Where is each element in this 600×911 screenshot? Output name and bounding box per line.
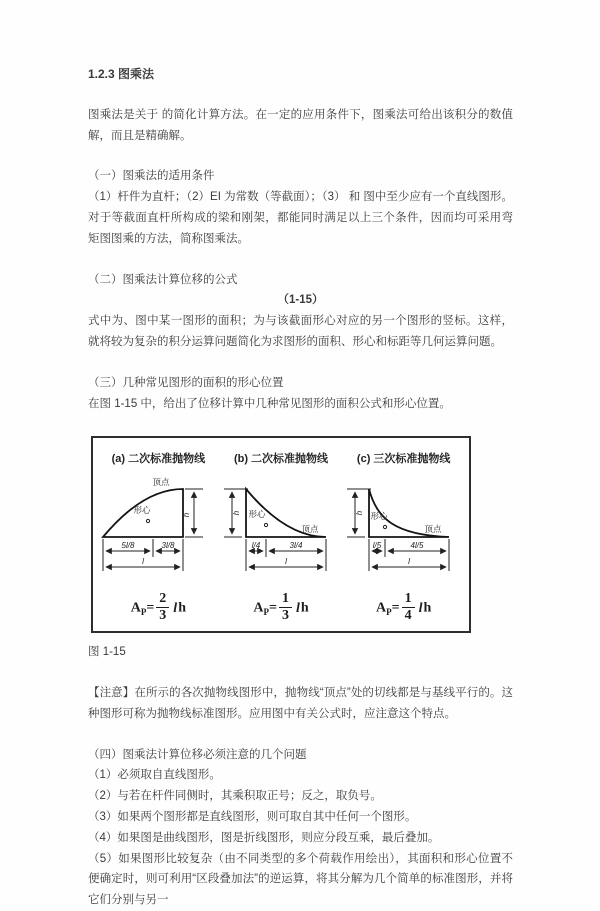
height-label: h xyxy=(354,511,364,516)
dim-total-label: l xyxy=(407,557,410,567)
height-label: h xyxy=(182,513,192,518)
subsection-1-heading: （一）图乘法的适用条件 xyxy=(88,170,215,183)
subsection-3-body: 在图 1-15 中，给出了位移计算中几种常见图形的面积公式和形心位置。 xyxy=(88,397,451,410)
equation-number: （1-15） xyxy=(277,294,324,307)
subsection-2-heading: （二）图乘法计算位移的公式 xyxy=(88,273,238,286)
figure-caption: 图 1-15 xyxy=(88,646,126,659)
vertex-label: 顶点 xyxy=(152,477,170,488)
area-formula-c: $A_P=$ $\frac{1}{4}$ lh xyxy=(376,591,432,623)
figure-1-15 xyxy=(91,436,471,633)
dim-total-label: l xyxy=(285,557,287,567)
centroid-label: 形心 xyxy=(133,505,151,516)
list-item: （1）必须取自直线图形。 xyxy=(88,769,221,782)
list-item: （4）如果图是曲线图形，图是折线图形，则应分段互乘，最后叠加。 xyxy=(88,831,440,844)
centroid-dot xyxy=(264,524,267,527)
centroid-label: 形心 xyxy=(248,509,266,520)
panel-a-title: (a) 二次标准抛物线 xyxy=(111,453,206,466)
dim-segment1-label: l/5 xyxy=(372,541,381,551)
section-title: 1.2.3 图乘法 xyxy=(88,67,155,81)
dim-segment2-label: 4l/5 xyxy=(410,541,424,551)
centroid-dot xyxy=(147,520,150,523)
centroid-label: 形心 xyxy=(370,511,388,522)
panel-b-diagram xyxy=(220,471,342,583)
dim-total-label: l xyxy=(142,557,145,567)
dim-segment1-label: l/4 xyxy=(251,541,261,551)
vertex-label: 顶点 xyxy=(424,524,442,535)
dim-segment2-label: 3l/8 xyxy=(161,541,175,551)
centroid-dot xyxy=(383,526,386,529)
figure-panel-b xyxy=(220,452,343,623)
intro-paragraph: 图乘法是关于 的简化计算方法。在一定的应用条件下，图乘法可给出该积分的数值解，而且是精确解。 xyxy=(88,108,513,142)
panel-b-title: (b) 二次标准抛物线 xyxy=(233,453,329,466)
panel-c-title: (c) 三次标准抛物线 xyxy=(356,453,451,466)
panel-a-diagram xyxy=(97,471,219,583)
list-item: （3）如果两个图形都是直线图形，则可取自其中任何一个图形。 xyxy=(88,810,417,823)
vertex-label: 顶点 xyxy=(301,524,319,535)
note-paragraph: 【注意】在所示的各次抛物线图形中，抛物线“顶点”处的切线都是与基线平行的。这种图形可称为抛物线标准图形。应用图中有关公式时，应注意这个特点。 xyxy=(88,686,513,720)
document-body xyxy=(88,64,513,911)
subsection-4-heading: （四）图乘法计算位移必须注意的几个问题 xyxy=(88,748,307,761)
subsection-3-heading: （三）几种常见图形的面积的形心位置 xyxy=(88,376,284,389)
area-formula-b: $A_P=$ $\frac{1}{3}$ lh xyxy=(253,591,309,623)
subsection-1-body: 对于等截面直杆所构成的梁和刚架，都能同时满足以上三个条件，因而均可采用弯矩图图乘的方法，简称图乘法。 xyxy=(88,211,513,245)
figure-panel-c xyxy=(342,452,465,623)
dim-segment1-label: 5l/8 xyxy=(121,541,135,551)
figure-panel-a xyxy=(97,452,220,623)
dim-segment2-label: 3l/4 xyxy=(289,541,303,551)
panel-c-diagram xyxy=(343,471,465,583)
list-item: （5）如果图形比较复杂（由不同类型的多个荷载作用绘出），其面积和形心位置不便确定时，则可利用“区段叠加法”的逆运算，将其分解为几个简单的标准图形，并将它们分别与另一 xyxy=(88,852,513,907)
area-formula-a: $A_P=$ $\frac{2}{3}$ lh xyxy=(130,591,186,623)
list-item: （2）与若在杆件同侧时，其乘积取正号；反之，取负号。 xyxy=(88,790,382,803)
subsection-2-body: 式中为、图中某一图形的面积；为与该截面形心对应的另一个图形的竖标。这样，就将较为复杂的积分运算问题简化为求图形的面积、形心和标距等几何运算问题。 xyxy=(88,315,513,348)
subsection-1-conditions: （1）杆件为直杆；（2）EI 为常数（等截面）；（3） 和 图中至少应有一个直线图形。 xyxy=(88,191,513,204)
height-label: h xyxy=(232,511,241,516)
